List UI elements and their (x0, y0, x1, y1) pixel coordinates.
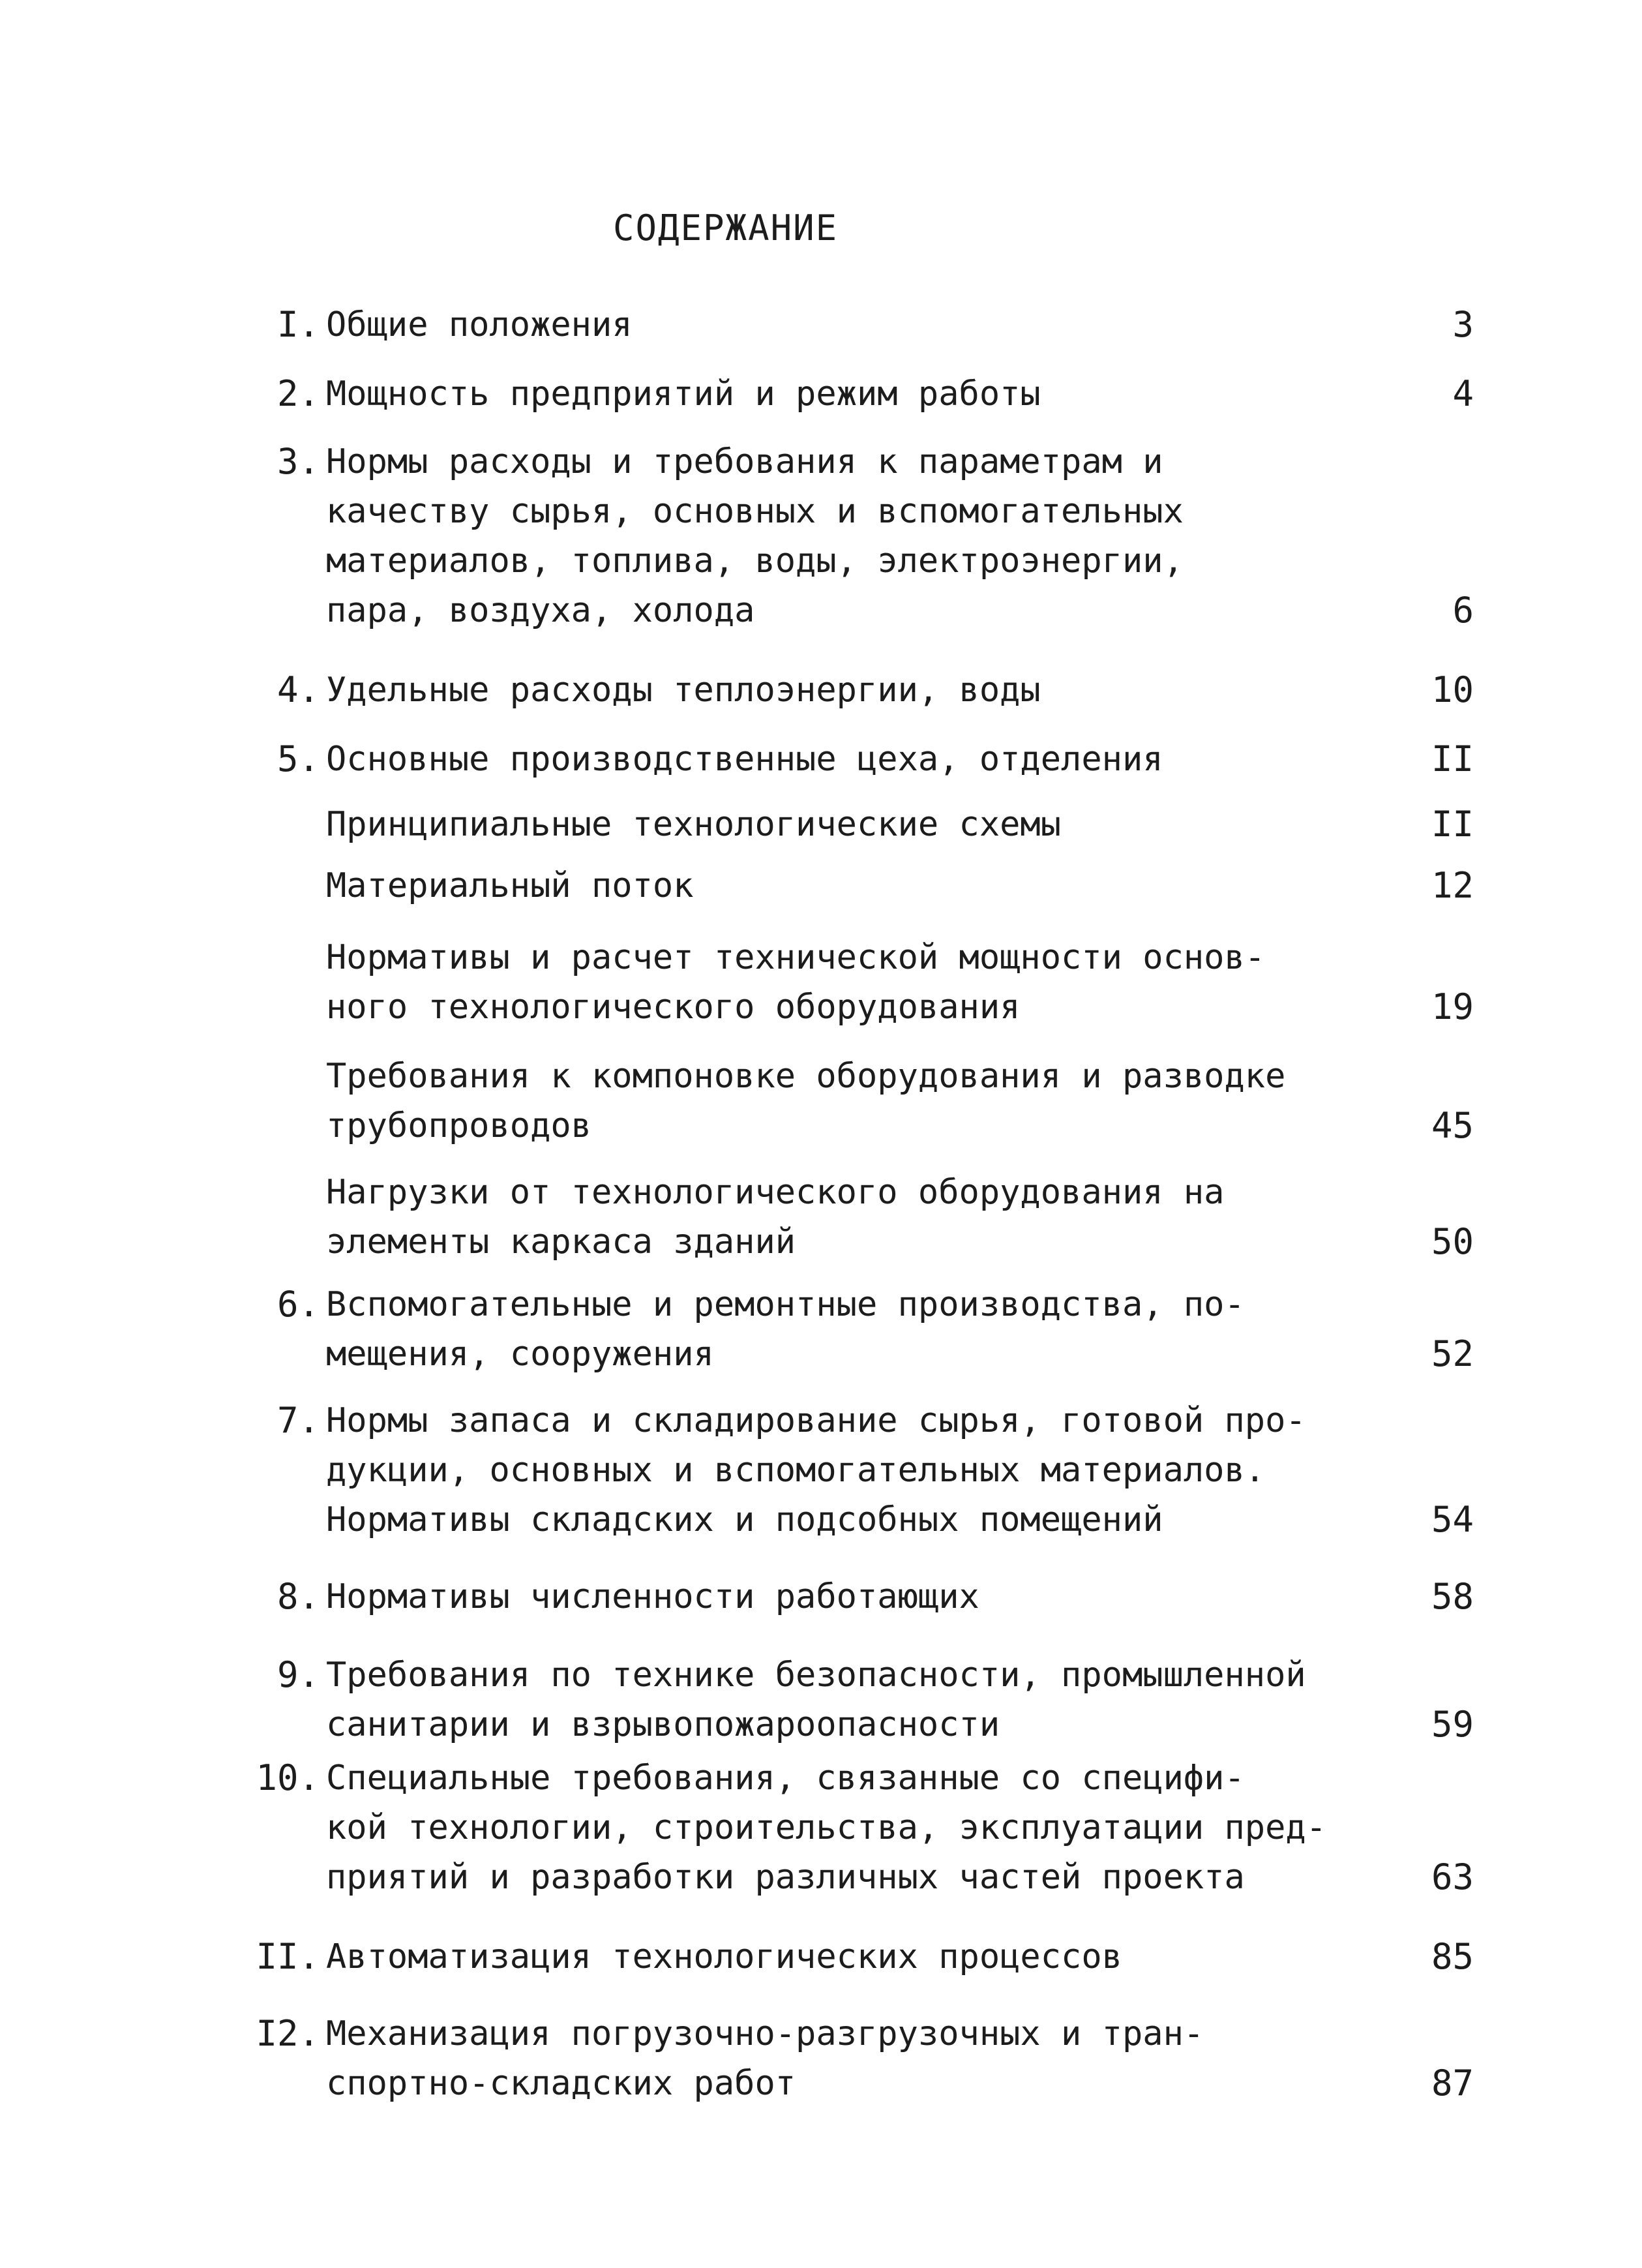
toc-entry-page-number: 6 (1452, 590, 1474, 631)
toc-entry (248, 1168, 1474, 1298)
toc-entry-line: дукции, основных и вспомогательных материалов. (326, 1451, 1266, 1490)
toc-entry-number: 5. (276, 738, 320, 779)
toc-entry-line: Требования к компоновке оборудования и разводке (326, 1057, 1286, 1096)
toc-entry-title (326, 665, 1317, 715)
toc-entry-page-number: 54 (1431, 1499, 1474, 1540)
toc-entry-page-number: 4 (1452, 373, 1474, 414)
toc-entry-title (326, 1168, 1317, 1267)
toc-entry-number: I. (276, 304, 320, 345)
toc-entry (248, 1051, 1474, 1182)
toc-entry-title (326, 300, 1317, 350)
toc-entry-line: Механизация погрузочно-разгрузочных и тран- (326, 2014, 1204, 2053)
page-title: СОДЕРЖАНИЕ (613, 207, 839, 249)
toc-entry-number: 4. (276, 669, 320, 710)
toc-entry-title (326, 800, 1317, 849)
toc-entry-title (326, 1753, 1327, 1902)
toc-entry-page-number: 10 (1431, 669, 1474, 710)
toc-entry-page-number: 52 (1431, 1333, 1474, 1374)
toc-entry-line: Специальные требования, связанные со специфи- (326, 1759, 1245, 1798)
toc-entry-line: Нормы расходы и требования к параметрам и (326, 442, 1163, 481)
toc-entry-page-number: 19 (1431, 986, 1474, 1027)
toc-entry-title (326, 1396, 1317, 1545)
toc-entry-line: Нагрузки от технологического оборудования на (326, 1173, 1225, 1212)
toc-entry-line: Нормативы численности работающих (326, 1577, 979, 1616)
toc-entry-number: 8. (276, 1576, 320, 1617)
toc-entry-number: I2. (256, 2013, 320, 2054)
toc-entry-number: 3. (276, 441, 320, 482)
toc-entry-line: спортно-складских работ (326, 2064, 796, 2103)
toc-entry-number: II. (256, 1936, 320, 1977)
toc-entry-line: Принципиальные технологические схемы (326, 805, 1062, 844)
toc-entry-line: трубопроводов (326, 1106, 591, 1145)
toc-entry-number: 2. (276, 373, 320, 414)
toc-entry-page-number: 45 (1431, 1105, 1474, 1146)
toc-entry (248, 1396, 1474, 1540)
toc-entry-line: Основные производственные цеха, отделения (326, 740, 1163, 779)
toc-entry-line: санитарии и взрывопожароопасности (326, 1705, 1000, 1744)
toc-entry-title (326, 933, 1317, 1032)
toc-entry-number: 10. (256, 1757, 320, 1798)
toc-entry-line: Нормативы складских и подсобных помещений (326, 1500, 1163, 1539)
toc-entry-title (326, 1932, 1317, 1982)
toc-entry-number: 7. (276, 1400, 320, 1441)
toc-entry-line: Нормы запаса и складирование сырья, готовой про- (326, 1401, 1306, 1440)
toc-entry-line: Нормативы и расчет технической мощности основ- (326, 938, 1266, 977)
toc-entry (248, 1753, 1474, 1898)
toc-entry-line: мещения, сооружения (326, 1335, 714, 1374)
toc-entry-line: Требования по технике безопасности, промышленной (326, 1656, 1306, 1695)
toc-entry-title (326, 861, 1317, 911)
toc-entry-line: Общие положения (326, 305, 633, 344)
toc-entry-title (326, 1650, 1317, 1749)
toc-entry-title (326, 1051, 1317, 1151)
toc-entry-number: 9. (276, 1654, 320, 1695)
toc-entry-page-number: 59 (1431, 1704, 1474, 1745)
toc-entry-page-number: 63 (1431, 1856, 1474, 1898)
toc-entry-line: пара, воздуха, холода (326, 591, 755, 630)
toc-entry-title (326, 437, 1317, 635)
toc-entry-title (326, 1572, 1317, 1622)
toc-entry (248, 437, 1474, 631)
toc-entry-title (326, 734, 1317, 784)
toc-entry-line: элементы каркаса зданий (326, 1222, 796, 1262)
toc-entry-line: кой технологии, строительства, эксплуатации пред- (326, 1808, 1327, 1847)
toc-entry-line: Материальный поток (326, 866, 694, 905)
toc-entry-page-number: 12 (1431, 865, 1474, 906)
toc-entry-page-number: II (1431, 804, 1474, 845)
toc-entry-title (326, 2009, 1317, 2108)
toc-entry-line: Автоматизация технологических процессов (326, 1937, 1122, 1976)
toc-entry-page-number: II (1431, 738, 1474, 779)
toc-entry-line: Мощность предприятий и режим работы (326, 374, 1041, 414)
toc-entry-page-number: 58 (1431, 1576, 1474, 1617)
toc-entry-line: материалов, топлива, воды, электроэнергии, (326, 541, 1184, 581)
toc-entry-page-number: 87 (1431, 2063, 1474, 2104)
toc-entry-page-number: 50 (1431, 1221, 1474, 1262)
toc-entry-line: качеству сырья, основных и вспомогательных (326, 492, 1184, 531)
toc-entry (248, 1280, 1474, 1410)
toc-entry-line: приятий и разработки различных частей проекта (326, 1858, 1245, 1897)
toc-entry (248, 2009, 1474, 2139)
toc-entry-line: Удельные расходы теплоэнергии, воды (326, 671, 1041, 710)
toc-entry (248, 933, 1474, 1063)
toc-entry-page-number: 3 (1452, 304, 1474, 345)
toc-entry-line: ного технологического оборудования (326, 988, 1021, 1027)
toc-entry-page-number: 85 (1431, 1936, 1474, 1977)
toc-entry-number: 6. (276, 1284, 320, 1325)
toc-entry-line: Вспомогательные и ремонтные производства, по- (326, 1285, 1245, 1324)
toc-entry-title (326, 1280, 1317, 1379)
toc-entry-title (326, 369, 1317, 419)
